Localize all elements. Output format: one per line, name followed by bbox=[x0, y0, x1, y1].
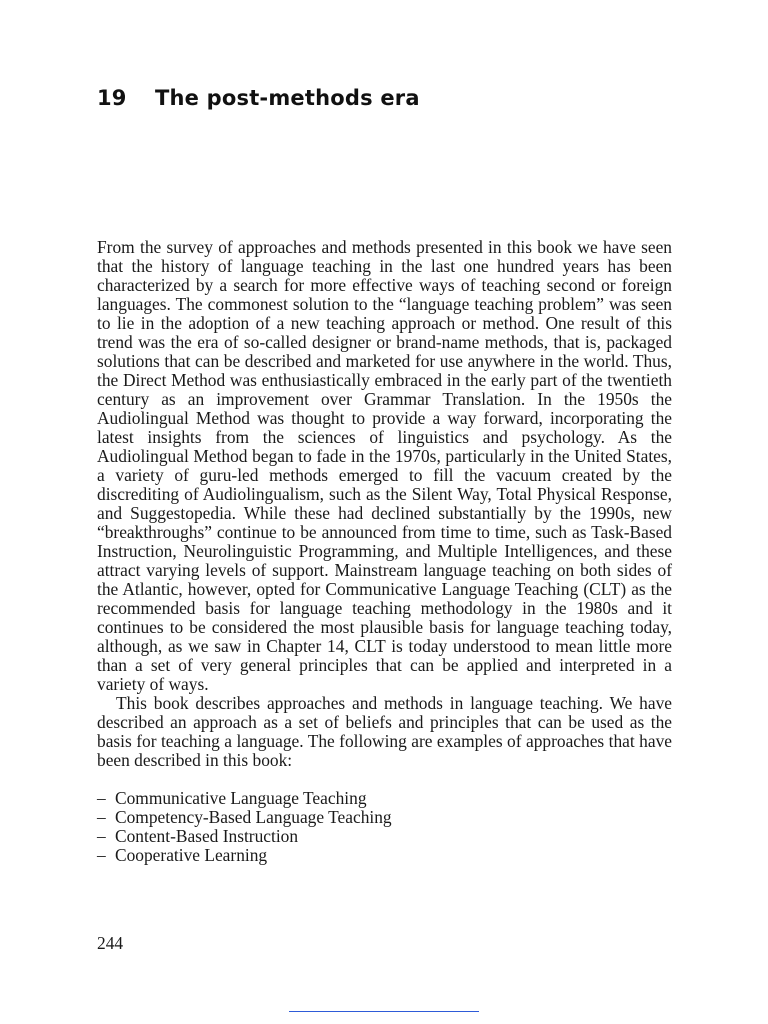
link-underline[interactable] bbox=[289, 1011, 479, 1012]
list-dash: – bbox=[97, 807, 106, 827]
chapter-title: The post-methods era bbox=[155, 86, 420, 110]
list-dash: – bbox=[97, 845, 106, 865]
list-item-text: Cooperative Learning bbox=[115, 845, 268, 865]
page-number: 244 bbox=[97, 933, 124, 953]
list-item bbox=[97, 827, 672, 846]
list-item-text: Communicative Language Teaching bbox=[115, 788, 367, 808]
list-item bbox=[97, 789, 672, 808]
chapter-heading bbox=[97, 86, 420, 110]
list-item bbox=[97, 808, 672, 827]
chapter-body bbox=[97, 238, 672, 865]
chapter-number: 19 bbox=[97, 86, 127, 110]
approach-list bbox=[97, 789, 672, 865]
paragraph-intro: From the survey of approaches and methods presented in this book we have seen that the history of language teaching in the last one hundred years has been characterized by a search for more effective ways of teaching second or foreign languages. The commonest solution to the “language teaching problem” was seen to lie in the adoption of a new teaching approach or method. One result of this trend was the era of so-called designer or brand-name methods, that is, packaged solutions that can be described and marketed for use anywhere in the world. Thus, the Direct Method was enthusiastically embraced in the early part of the twentieth century as an improvement over Grammar Translation. In the 1950s the Audiolingual Method was thought to provide a way forward, incorporating the latest insights from the sciences of linguistics and psychology. As the Audiolingual Method began to fade in the 1970s, particularly in the United States, a variety of guru-led methods emerged to fill the vacuum created by the discrediting of Audiolingualism, such as the Silent Way, Total Physical Response, and Suggestopedia. While these had declined substantially by the 1990s, new “breakthroughs” continue to be announced from time to time, such as Task-Based Instruction, Neurolinguistic Programming, and Multiple Intelligences, and these attract varying levels of support. Mainstream language teaching on both sides of the Atlantic, however, opted for Communicative Language Teaching (CLT) as the recommended basis for language teaching methodology in the 1980s and it continues to be considered the most plausible basis for language teaching today, although, as we saw in Chapter 14, CLT is today understood to mean little more than a set of very general principles that can be applied and interpreted in a variety of ways. bbox=[97, 237, 672, 694]
list-dash: – bbox=[97, 826, 106, 846]
list-item bbox=[97, 846, 672, 865]
paragraph-approaches: This book describes approaches and methods in language teaching. We have described an approach as a set of beliefs and principles that can be used as the basis for teaching a language. The following are examples of approaches that have been described in this book: bbox=[97, 693, 672, 770]
list-item-text: Content-Based Instruction bbox=[115, 826, 299, 846]
list-dash: – bbox=[97, 788, 106, 808]
list-item-text: Competency-Based Language Teaching bbox=[115, 807, 392, 827]
